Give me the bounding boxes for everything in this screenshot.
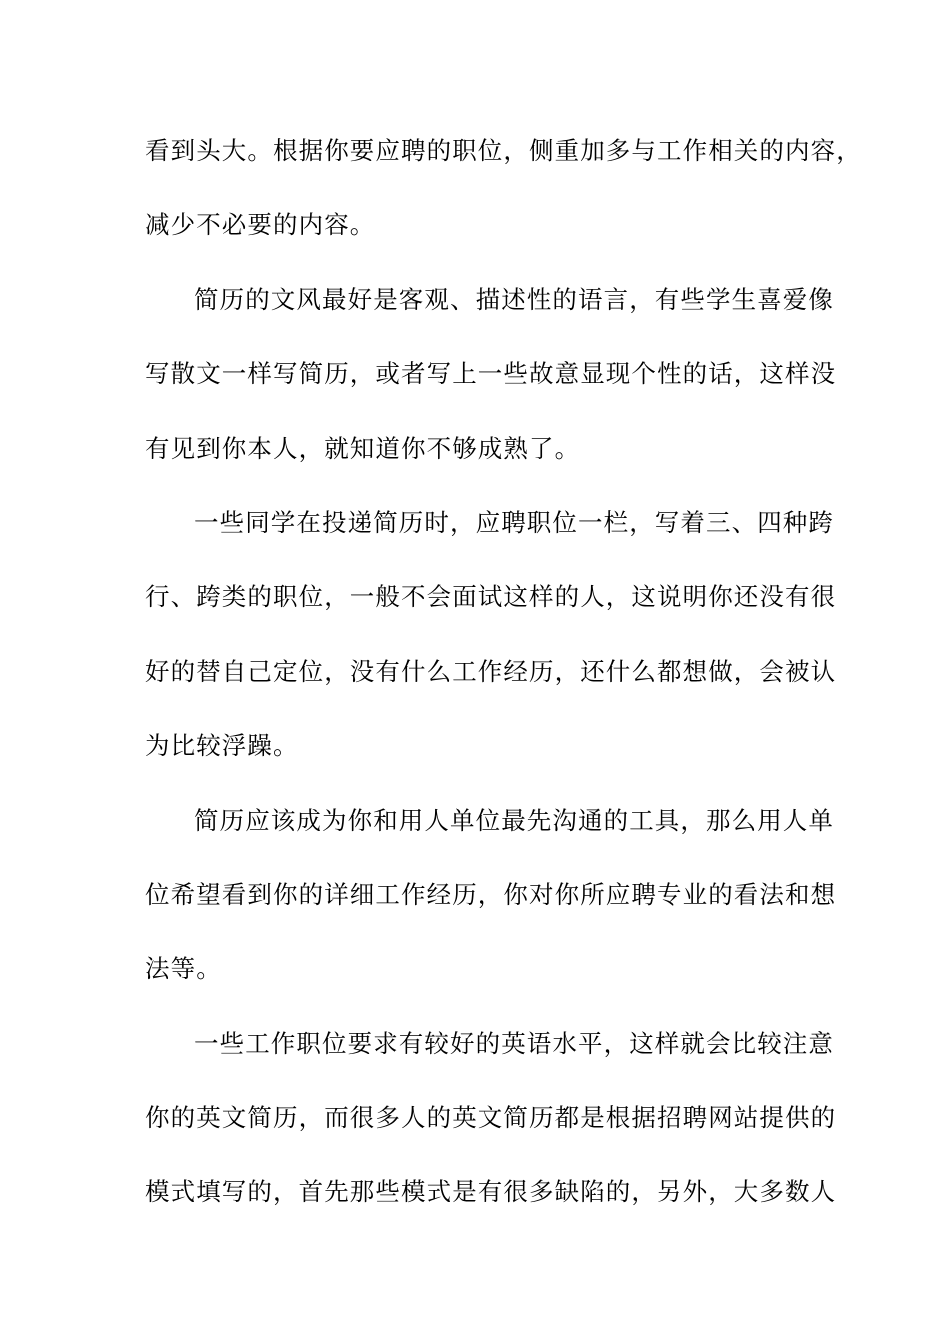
text-line: 写散文一样写简历，或者写上一些故意显现个性的话，这样没 xyxy=(145,359,837,389)
text-line: 模式填写的，首先那些模式是有很多缺陷的，另外，大多数人 xyxy=(145,1177,837,1207)
text-line: 一些工作职位要求有较好的英语水平，这样就会比较注意 xyxy=(194,1028,834,1058)
text-line: 有见到你本人，就知道你不够成熟了。 xyxy=(145,433,581,463)
text-line: 行、跨类的职位，一般不会面试这样的人，这说明你还没有很 xyxy=(145,582,837,612)
text-line: 位希望看到你的详细工作经历，你对你所应聘专业的看法和想 xyxy=(145,879,837,909)
text-line: 好的替自己定位，没有什么工作经历，还什么都想做，会被认 xyxy=(145,656,837,686)
text-line: 一些同学在投递简历时，应聘职位一栏，写着三、四种跨 xyxy=(194,507,834,537)
text-line: 减少不必要的内容。 xyxy=(145,210,376,240)
text-line: 法等。 xyxy=(145,954,222,984)
text-line: 看到头大。根据你要应聘的职位，侧重加多与工作相关的内容， xyxy=(145,136,862,165)
text-line: 简历的文风最好是客观、描述性的语言，有些学生喜爱像 xyxy=(194,284,834,314)
text-line: 简历应该成为你和用人单位最先沟通的工具，那么用人单 xyxy=(194,805,834,835)
text-line: 为比较浮躁。 xyxy=(145,731,299,761)
text-line: 你的英文简历，而很多人的英文简历都是根据招聘网站提供的 xyxy=(145,1103,837,1133)
body-text xyxy=(145,127,862,1243)
